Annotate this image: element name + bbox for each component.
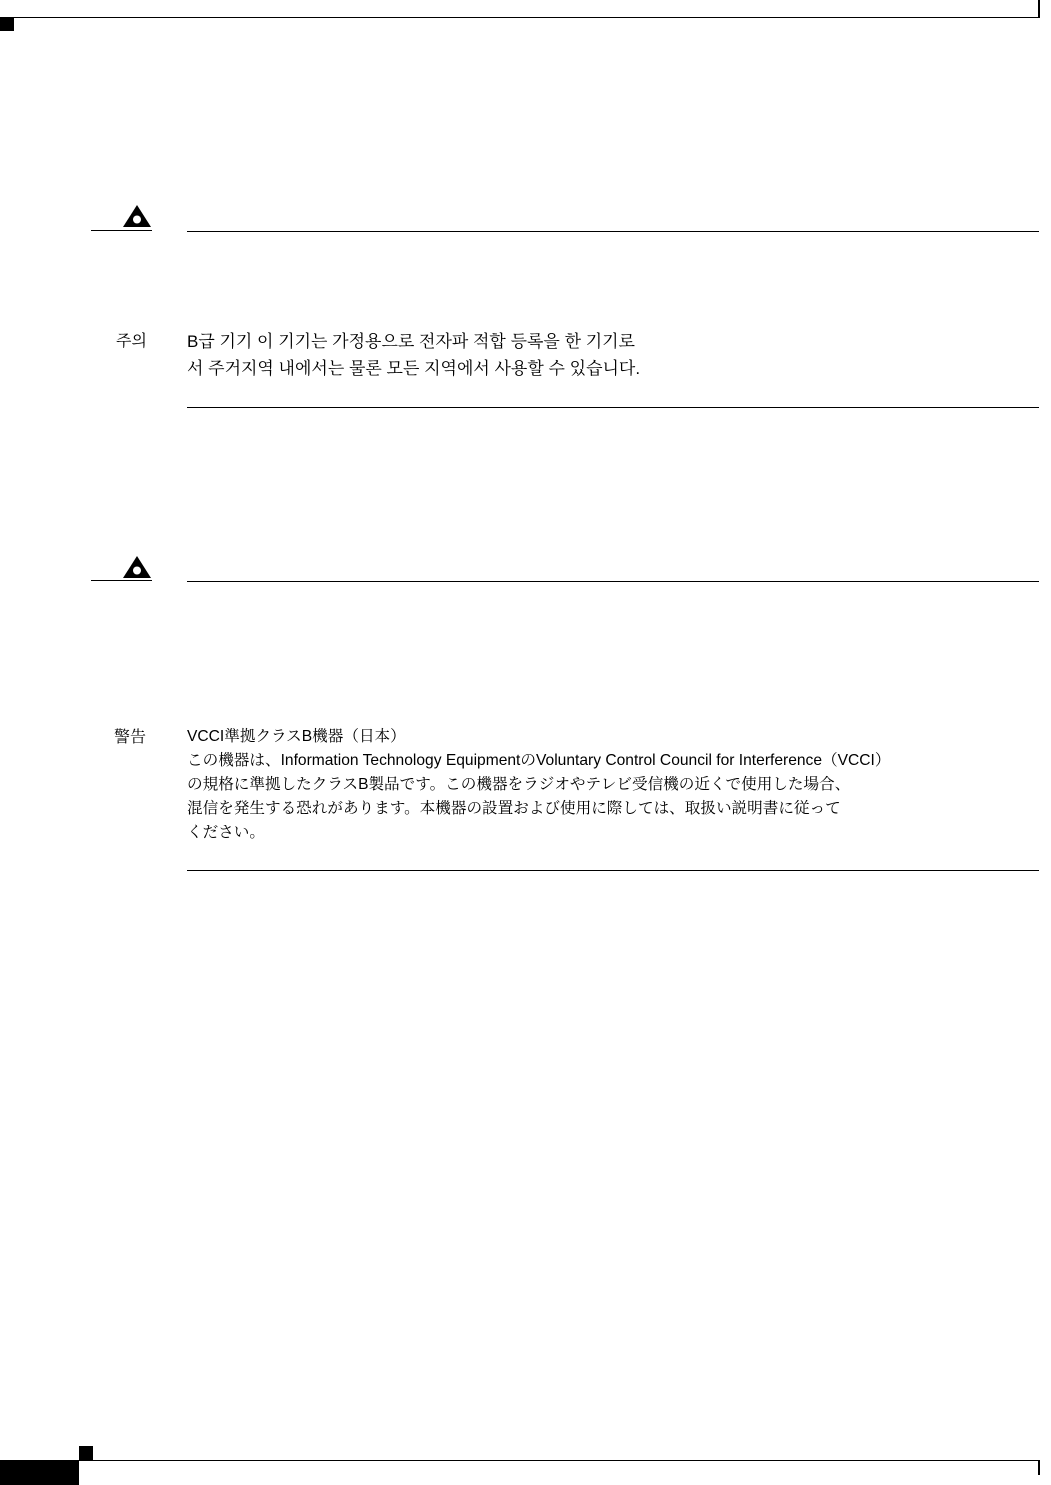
header-rule (0, 17, 1040, 18)
notice-2-top-rule (187, 581, 1039, 582)
notice-1-label: 주의 (116, 333, 147, 350)
notice-1-left-rule (91, 230, 152, 231)
notice-1-bottom-rule (187, 407, 1039, 408)
notice-1-top-rule (187, 231, 1039, 232)
footer-corner-mark (79, 1446, 93, 1460)
caution-triangle-icon (122, 204, 152, 228)
footer-tab (0, 1461, 79, 1485)
notice-2-line-4: 混信を発生する恐れがあります。本機器の設置および使用に際しては、取扱い説明書に従って (187, 800, 841, 817)
notice-2-line-5: ください。 (187, 824, 265, 841)
footer-right-tick (1038, 1461, 1040, 1475)
notice-2-line-1: VCCI準拠クラスB機器（日本） (187, 728, 406, 745)
notice-2-line-2: この機器は、Information Technology EquipmentのVoluntary Control Council for Interference（VCCI） (187, 752, 891, 769)
caution-triangle-icon (122, 555, 152, 579)
header-corner-mark (0, 17, 14, 31)
notice-2-bottom-rule (187, 870, 1039, 871)
header-right-tick (1038, 0, 1040, 18)
footer-rule (0, 1460, 1040, 1461)
notice-2-label: 警告 (114, 729, 147, 746)
notice-1-line-2: 서 주거지역 내에서는 물론 모든 지역에서 사용할 수 있습니다. (187, 359, 641, 378)
notice-1-line-1: B급 기기 이 기기는 가정용으로 전자파 적합 등록을 한 기기로 (187, 332, 635, 351)
notice-2-line-3: の規格に準拠したクラスB製品です。この機器をラジオやテレビ受信機の近くで使用した場合、 (187, 776, 851, 793)
notice-2-left-rule (91, 580, 152, 581)
